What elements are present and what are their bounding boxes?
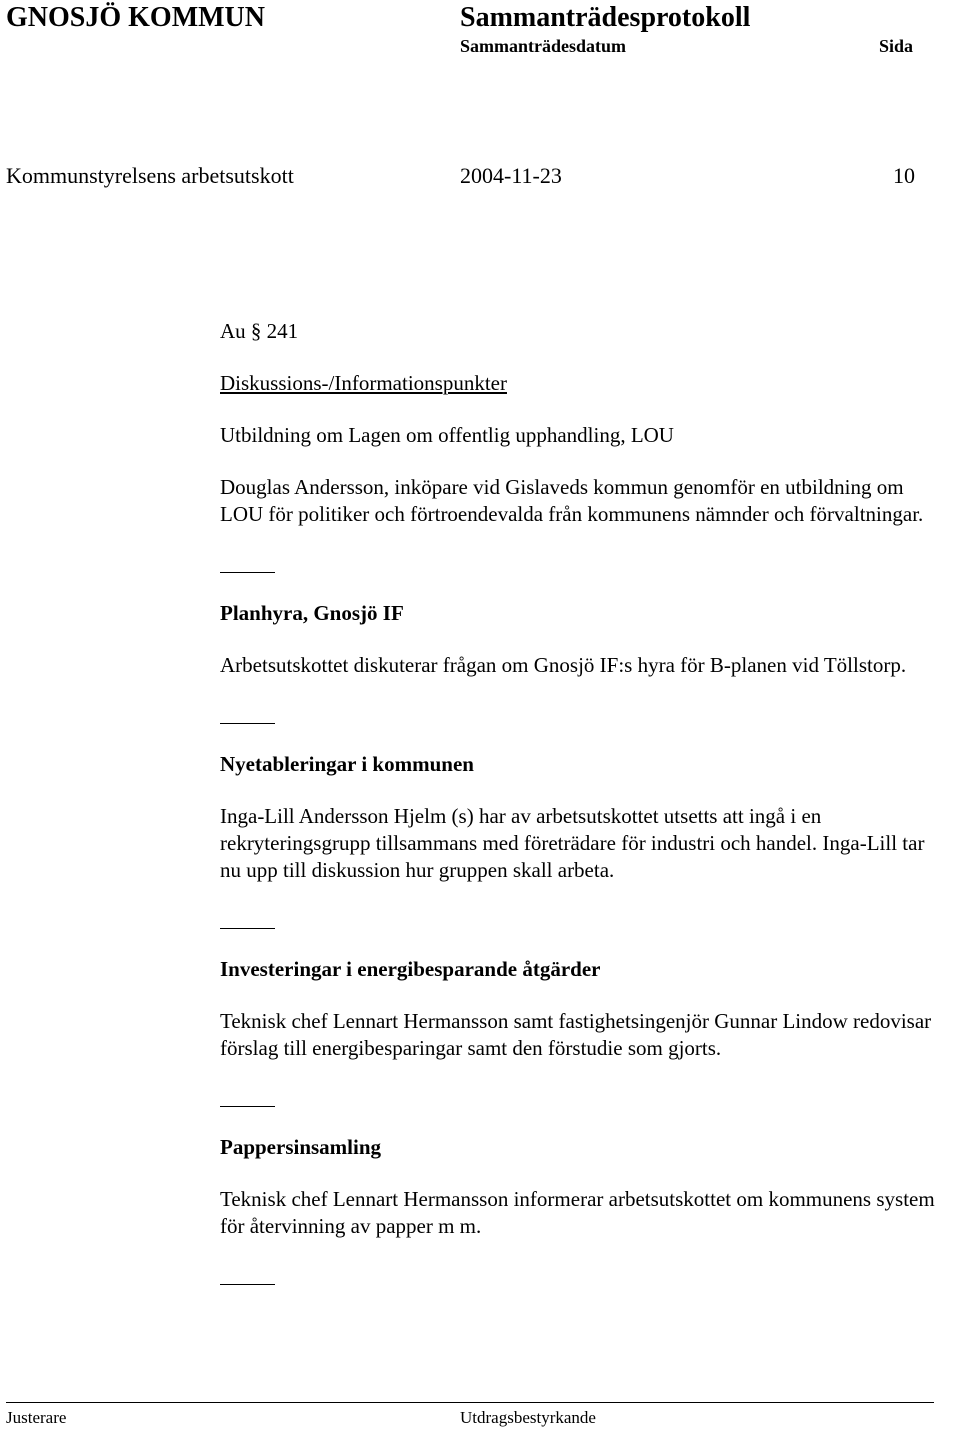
item-separator [220,1106,275,1107]
footer-divider [6,1402,934,1403]
page-label: Sida [879,36,914,56]
item-text-planhyra: Arbetsutskottet diskuterar frågan om Gnosjö IF:s hyra för B-planen vid Töllstorp. [220,653,907,677]
item-text-lou: Douglas Andersson, inköpare vid Gislaveds kommun genomför en utbildning om LOU för politiker och förtroendevalda från kommunens nämnder och förvaltningar. [220,475,924,526]
item-text-pappersinsamling: Teknisk chef Lennart Hermansson informerar arbetsutskottet om kommunens system för återvinning av papper m m. [220,1187,935,1238]
organization-name: GNOSJÖ KOMMUN [6,2,265,33]
protocol-content [220,318,940,1312]
item-title-lou: Utbildning om Lagen om offentlig upphandling, LOU [220,423,674,447]
item-text-investeringar: Teknisk chef Lennart Hermansson samt fastighetsingenjör Gunnar Lindow redovisar förslag till energibesparingar samt den förstudie som gjorts. [220,1009,932,1060]
footer-justerare: Justerare [6,1408,67,1427]
footer-utdragsbestyrkande: Utdragsbestyrkande [460,1408,596,1427]
page-number: 10 [893,163,915,188]
paragraph-reference: Au § 241 [220,319,299,343]
committee-name: Kommunstyrelsens arbetsutskott [6,163,294,188]
document-type: Sammanträdesprotokoll [460,2,751,33]
item-title-pappersinsamling: Pappersinsamling [220,1135,382,1159]
item-title-investeringar: Investeringar i energibesparande åtgärder [220,957,601,981]
item-title-nyetableringar: Nyetableringar i kommunen [220,752,474,776]
item-separator [220,723,275,724]
item-separator [220,572,275,573]
item-separator [220,1284,275,1285]
item-text-nyetableringar: Inga-Lill Andersson Hjelm (s) har av arbetsutskottet utsetts att ingå i en rekryteringsgrupp tillsammans med företrädare för industri och handel. Inga-Lill tar nu upp till diskussion hur gruppen skall arbeta. [220,804,925,882]
item-title-planhyra: Planhyra, Gnosjö IF [220,601,404,625]
date-label: Sammanträdesdatum [460,36,627,56]
meeting-date: 2004-11-23 [460,163,562,188]
item-separator [220,928,275,929]
section-title: Diskussions-/Informationspunkter [220,371,507,395]
